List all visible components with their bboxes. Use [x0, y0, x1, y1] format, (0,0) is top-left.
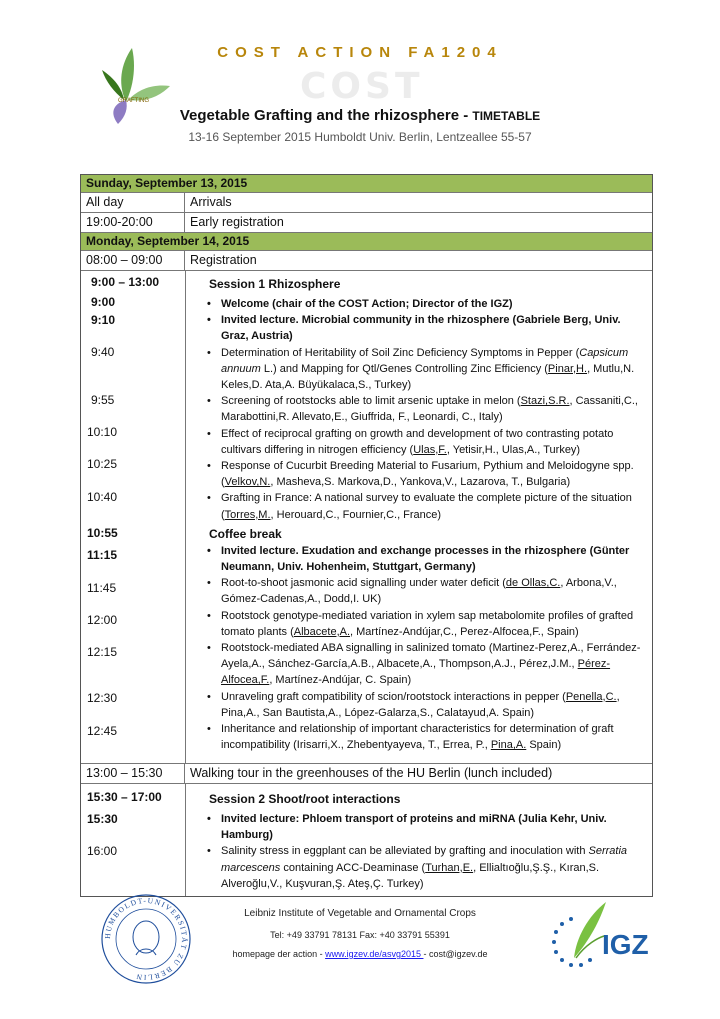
slot-time: 10:10 — [87, 425, 118, 439]
timetable — [80, 174, 653, 897]
program-item: • Invited lecture. Exudation and exchange processes in the rhizosphere (Günter Neumann, Univ. Hohenheim, Stuttgart, Germany) — [205, 543, 642, 575]
title-suffix: TIMETABLE — [472, 109, 541, 123]
slot-time: 11:45 — [87, 581, 117, 595]
igz-text: IGZ — [602, 929, 649, 960]
coffee-break: Coffee break — [209, 526, 282, 541]
session-1-block — [81, 271, 652, 764]
homepage-link[interactable]: www.igzev.de/asvg2015 — [325, 949, 424, 959]
slot-time: 9:55 — [91, 393, 115, 407]
program-item: • Grafting in France: A national survey to evaluate the complete picture of the situation (Torres,M., Herouard,C., Fournier,C., France) — [205, 490, 642, 522]
presenter: Albacete,A. — [293, 625, 351, 638]
slot-time: 9:00 — [91, 295, 116, 309]
footer-institute: Leibniz Institute of Vegetable and Ornamental Crops — [244, 908, 476, 919]
slot-time: 12:15 — [87, 645, 118, 659]
presenter: Torres,M. — [224, 508, 271, 521]
species-name: Serratia marcescens — [221, 845, 628, 874]
time-cell: All day — [81, 193, 185, 212]
program-item: • Salinity stress in eggplant can be alleviated by grafting and inoculation with Serratia marcescens containing ACC-Deaminase (Turhan,E., Ellialtıoğlu,Ş.Ş., Kıran,S. Alveroğlu,V., Kuşvuran,Ş. Ateş,Ç. Turkey) — [205, 843, 642, 892]
presenter: Pina,A. — [490, 739, 527, 752]
session-1-times — [81, 271, 186, 763]
cost-action-heading: COST ACTION FA1204 — [217, 44, 503, 61]
table-row — [81, 193, 652, 213]
program-item: • Welcome (chair of the COST Action; Director of the IGZ) — [205, 296, 642, 312]
program-item: • Rootstock-mediated ABA signalling in salinized tomato (Martinez-Perez,A., Ferrández-Ayela,A., Sánchez-García,A.B., Albacete,A., Thompson,A.J., Pérez,J.M., Pérez-Alfocea,F., Martínez-Andújar, C. Spain) — [205, 640, 642, 689]
page-subtitle: 13-16 September 2015 Humboldt Univ. Berlin, Lentzeallee 55-57 — [188, 130, 532, 144]
slot-time: 12:45 — [87, 724, 118, 738]
table-row — [81, 213, 652, 233]
program-item: • Invited lecture. Microbial community in the rhizosphere (Gabriele Berg, Univ. Graz, Austria) — [205, 312, 642, 344]
program-item: • Screening of rootstocks able to limit arsenic uptake in melon (Stazi,S.R., Cassaniti,C., Marabottini,R. Allevato,E., Giuffrida, F., Leonardi, C., Italy) — [205, 393, 642, 425]
program-item: • Rootstock genotype-mediated variation in xylem sap metabolomite profiles of grafted tomato plants (Albacete,A., Martínez-Andújar,C., Perez-Alfocea,F., Spain) — [205, 608, 642, 640]
slot-time: 10:25 — [87, 457, 118, 471]
table-row — [81, 251, 652, 271]
program-item: • Effect of reciprocal grafting on growth and development of two contrasting potato cultivars differing in nitrogen efficiency (Ulas,F., Yetisir,H., Ulas,A., Turkey) — [205, 426, 642, 458]
presenter: Velkov,N. — [224, 476, 271, 489]
time-cell: 08:00 – 09:00 — [81, 251, 185, 270]
desc-cell: Walking tour in the greenhouses of the HU Berlin (lunch included) — [190, 766, 553, 780]
program-item: • Invited lecture: Phloem transport of proteins and miRNA (Julia Kehr, Univ. Hamburg) — [205, 811, 642, 843]
program-item: • Determination of Heritability of Soil Zinc Deficiency Symptoms in Pepper (Capsicum annuum L.) and Mapping for Qtl/Genes Controlling Zinc Efficiency (Pinar,H., Mutlu,N. Keles,D. Ata,A. Büyükalaca,S., Turkey) — [205, 345, 642, 394]
hu-seal-text: HUMBOLDT-UNIVERSITÄT ZU BERLIN — [102, 895, 190, 983]
slot-time: 12:30 — [87, 691, 118, 705]
igz-logo — [540, 898, 660, 988]
cost-watermark-logo: COST — [300, 66, 424, 107]
grafting-logo-text: GRAFTING — [118, 98, 149, 104]
program-item: • Response of Cucurbit Breeding Material to Fusarium, Pythium and Meloidogyne spp. (Velkov,N., Masheva,S. Markova,D., Yankova,V., Lazarova, T., Bulgaria) — [205, 458, 642, 490]
day-header-monday: Monday, September 14, 2015 — [81, 233, 652, 251]
slot-time: 10:40 — [87, 490, 118, 504]
program-item: • Inheritance and relationship of important characteristics for determination of graft incompatibility (Irisarri,X., Zhebentyayeva, T., Errea, P., Pina,A. Spain) — [205, 721, 642, 753]
session-2-block — [81, 784, 652, 896]
time-cell: 19:00-20:00 — [81, 213, 185, 232]
presenter: Ulas,F. — [413, 443, 447, 456]
session-title: Session 2 Shoot/root interactions — [209, 792, 401, 806]
footer-contact: Tel: +49 33791 78131 Fax: +40 33791 55391 — [270, 930, 450, 940]
title-main: Vegetable Grafting and the rhizosphere - — [179, 107, 473, 124]
session-2-content — [185, 784, 652, 896]
presenter: de Ollas,C. — [505, 577, 561, 590]
table-row — [81, 764, 652, 784]
program-item: • Root-to-shoot jasmonic acid signalling under water deficit (de Ollas,C., Arbona,V., Gómez-Cadenas,A., Dodd,I. UK) — [205, 575, 642, 607]
page-title — [0, 107, 720, 124]
slot-time: 10:55 — [87, 526, 118, 540]
session-title: Session 1 Rhizosphere — [209, 277, 341, 291]
program-item: • Unraveling graft compatibility of scion/rootstock interactions in pepper (Penella,C., Pina,A., San Bautista,A., López-Galarza,S., Calatayud,A. Spain) — [205, 689, 642, 721]
session-time: 9:00 – 13:00 — [91, 275, 160, 289]
time-cell: 13:00 – 15:30 — [81, 764, 185, 783]
slot-time: 12:00 — [87, 613, 118, 627]
species-name: Capsicum annuum — [221, 346, 629, 375]
day-header-sunday: Sunday, September 13, 2015 — [81, 175, 652, 193]
presenter: Stazi,S.R. — [520, 395, 570, 408]
slot-time: 11:15 — [87, 548, 118, 562]
slot-time: 15:30 — [87, 812, 118, 826]
session-2-times — [81, 784, 186, 896]
presenter: Turhan,E. — [425, 861, 474, 874]
presenter: Pinar,H. — [547, 362, 588, 375]
session-time: 15:30 – 17:00 — [87, 790, 162, 804]
desc-cell: Registration — [190, 253, 257, 267]
desc-cell: Early registration — [190, 215, 284, 229]
slot-time: 9:10 — [91, 313, 116, 327]
session-1-content — [185, 271, 652, 763]
presenter: Pérez-Alfocea,F. — [221, 658, 611, 687]
footer-homepage: homepage der action - www.igzev.de/asvg2015 - cost@igzev.de — [232, 949, 488, 959]
presenter: Penella,C. — [565, 690, 617, 703]
slot-time: 16:00 — [87, 844, 118, 858]
desc-cell: Arrivals — [190, 195, 232, 209]
slot-time: 9:40 — [91, 345, 115, 359]
